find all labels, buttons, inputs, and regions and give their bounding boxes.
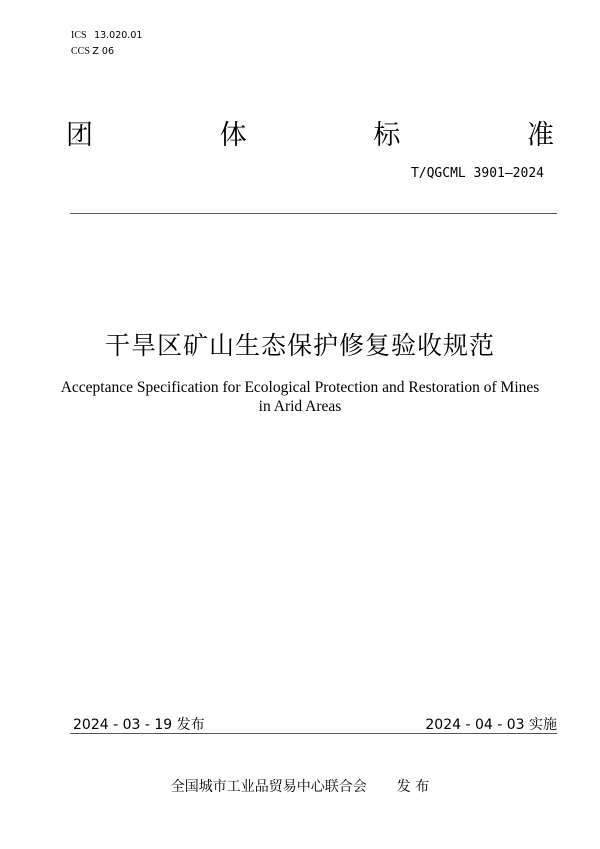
effective-date: 2024 - 04 - 03 实施 bbox=[425, 717, 557, 733]
standard-type-char: 体 bbox=[219, 120, 247, 151]
bottom-divider bbox=[70, 733, 557, 734]
top-divider bbox=[70, 213, 557, 214]
standard-type-char: 准 bbox=[526, 120, 554, 151]
standard-type bbox=[66, 113, 554, 152]
standard-type-char: 团 bbox=[66, 120, 93, 151]
issue-date: 2024 - 03 - 19 发布 bbox=[73, 717, 205, 733]
ics-label: ICS bbox=[71, 30, 87, 41]
publisher-line bbox=[0, 776, 600, 796]
standard-code: T/QGCML 3901—2024 bbox=[410, 166, 544, 181]
ccs-code: Z 06 bbox=[92, 46, 115, 57]
ccs-label: CCS bbox=[71, 46, 90, 57]
title-english: Acceptance Specification for Ecological Protection and Restoration of Mines in Arid Areas bbox=[60, 379, 540, 415]
classification-codes bbox=[71, 28, 142, 60]
publish-label: 发 布 bbox=[396, 779, 430, 795]
title-chinese: 干旱区矿山生态保护修复验收规范 bbox=[104, 331, 495, 360]
ics-code: 13.020.01 bbox=[94, 30, 143, 41]
standard-type-char: 标 bbox=[373, 120, 401, 151]
publisher: 全国城市工业品贸易中心联合会 bbox=[170, 779, 367, 795]
